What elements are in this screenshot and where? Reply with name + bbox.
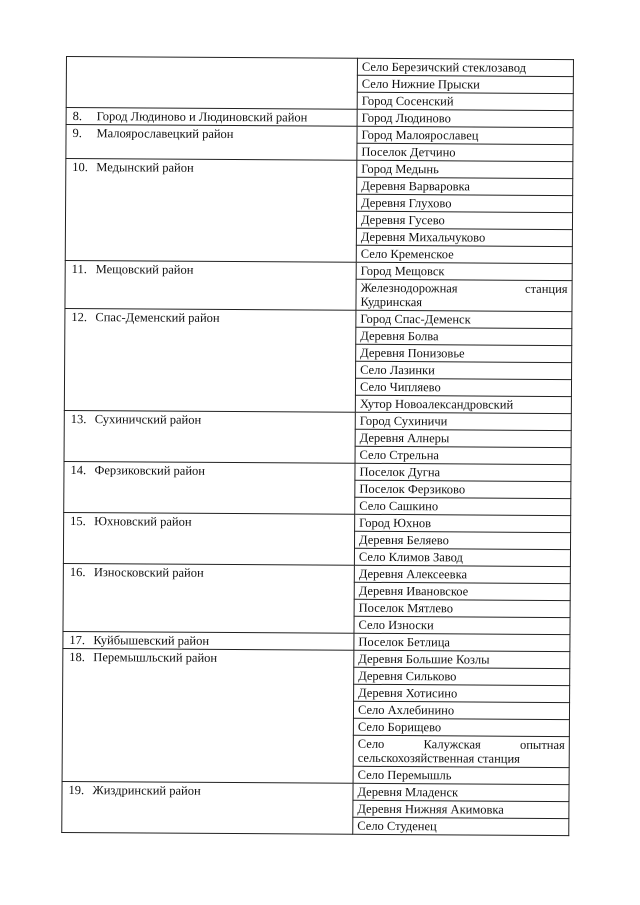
district-cell	[62, 648, 354, 783]
settlement-cell: Село Износки	[354, 616, 570, 634]
settlement-cell: Село Стрельна	[355, 446, 571, 464]
settlement-cell: Деревня Болва	[356, 327, 572, 345]
table-row	[64, 410, 571, 430]
district-number: 19.	[68, 783, 85, 798]
district-cell	[65, 260, 356, 310]
district-number: 16.	[69, 565, 86, 580]
table-body	[62, 57, 574, 836]
settlement-cell: Поселок Бетлица	[354, 633, 570, 651]
district-name: Куйбышевский район	[93, 633, 210, 648]
district-name: Юхновский район	[94, 514, 192, 529]
settlement-name-line2: Кудринская	[360, 294, 423, 310]
settlement-cell: Город Малоярославец	[357, 126, 573, 144]
district-name: Малоярославецкий район	[96, 126, 234, 142]
district-cell	[63, 512, 354, 565]
district-cell	[64, 410, 355, 463]
settlement-name-line2: сельскохозяйственная станция	[357, 750, 520, 766]
settlement-cell	[353, 735, 569, 767]
settlement-cell: Село Климов Завод	[354, 548, 570, 566]
district-cell	[66, 125, 357, 161]
district-name: Жиздринский район	[92, 783, 201, 798]
settlement-cell: Деревня Сильково	[354, 667, 570, 685]
settlement-cell: Деревня Михальчуково	[356, 228, 572, 246]
settlement-cell: Город Юхнов	[355, 514, 571, 532]
table-row	[64, 512, 571, 532]
district-number: 15.	[70, 514, 86, 529]
district-number: 9.	[72, 126, 82, 141]
district-name: Перемышльский район	[93, 650, 218, 665]
district-number: 11.	[71, 262, 87, 277]
settlement-cell: Село Лазинки	[356, 361, 572, 379]
table-row	[65, 308, 572, 328]
settlement-cell: Деревня Большие Козлы	[354, 650, 570, 668]
settlement-cell: Деревня Младенск	[353, 783, 569, 801]
district-number: 10.	[72, 160, 88, 175]
district-cell	[63, 563, 354, 633]
table-row	[66, 57, 573, 77]
settlement-cell: Село Борищево	[353, 718, 569, 736]
settlement-name-line1: Село Калужская опытная	[357, 736, 565, 753]
district-cell	[64, 461, 355, 514]
table-row	[63, 563, 570, 583]
settlement-cell: Село Чипляево	[355, 378, 571, 396]
district-cell	[63, 631, 354, 650]
settlement-cell: Село Перемышль	[353, 766, 569, 784]
settlement-cell: Деревня Хотисино	[354, 684, 570, 702]
table-row	[66, 125, 573, 145]
district-cell	[62, 781, 353, 834]
table-row	[62, 781, 569, 801]
district-name: Медынский район	[96, 160, 194, 175]
settlement-cell: Деревня Алексеевка	[354, 565, 570, 583]
settlement-cell: Город Медынь	[357, 160, 573, 178]
district-cell	[65, 159, 357, 263]
settlement-cell: Деревня Нижняя Акимовка	[353, 800, 569, 818]
district-number: 14.	[70, 463, 87, 478]
settlement-cell: Деревня Понизовье	[356, 344, 572, 362]
settlement-cell: Село Березичский стеклозавод	[357, 58, 573, 76]
settlement-cell: Поселок Ферзиково	[355, 480, 571, 498]
district-name: Город Людиново и Людиновский район	[96, 109, 308, 125]
settlement-cell: Город Людиново	[357, 109, 573, 127]
district-name: Износковский район	[93, 565, 204, 580]
settlement-cell: Деревня Алнеры	[355, 429, 571, 447]
settlement-cell: Село Сашкино	[355, 497, 571, 515]
settlement-cell: Хутор Новоалександровский	[355, 395, 571, 413]
settlement-cell: Село Студенец	[353, 817, 569, 835]
district-cell	[64, 308, 356, 412]
district-name: Спас-Деменский район	[95, 310, 220, 325]
settlement-cell: Поселок Дугна	[355, 463, 571, 481]
district-cell	[66, 108, 357, 127]
settlement-cell	[356, 279, 572, 311]
table-row	[64, 461, 571, 481]
district-number: 12.	[71, 310, 88, 325]
settlement-cell: Село Нижние Прыски	[357, 75, 573, 93]
settlement-cell: Поселок Мятлево	[354, 599, 570, 617]
district-number: 8.	[72, 109, 83, 124]
table-row	[66, 159, 573, 179]
settlements-table	[61, 56, 574, 836]
settlement-cell: Село Ахлебинино	[353, 701, 569, 719]
district-name: Ферзиковский район	[94, 463, 206, 478]
settlement-cell: Город Сосенский	[357, 92, 573, 110]
settlement-cell: Поселок Детчино	[357, 143, 573, 161]
settlement-cell: Село Кременское	[356, 245, 572, 263]
table-row	[63, 648, 570, 668]
settlement-cell: Город Сухиничи	[355, 412, 571, 430]
settlement-cell: Деревня Глухово	[357, 194, 573, 212]
table-row	[65, 260, 572, 280]
district-number: 13.	[70, 412, 87, 427]
settlement-cell: Деревня Беляево	[354, 531, 570, 549]
settlement-cell: Деревня Ивановское	[354, 582, 570, 600]
district-number: 17.	[69, 633, 86, 648]
district-name: Мещовский район	[95, 262, 194, 277]
settlement-cell: Деревня Варваровка	[357, 177, 573, 195]
district-cell	[66, 57, 357, 110]
settlement-cell: Город Спас-Деменск	[356, 310, 572, 328]
settlement-cell: Деревня Гусево	[356, 211, 572, 229]
settlement-name-line1: Железнодорожная станция	[360, 280, 568, 297]
settlement-cell: Город Мещовск	[356, 262, 572, 280]
district-number: 18.	[69, 650, 85, 665]
district-name: Сухиничский район	[94, 412, 202, 427]
